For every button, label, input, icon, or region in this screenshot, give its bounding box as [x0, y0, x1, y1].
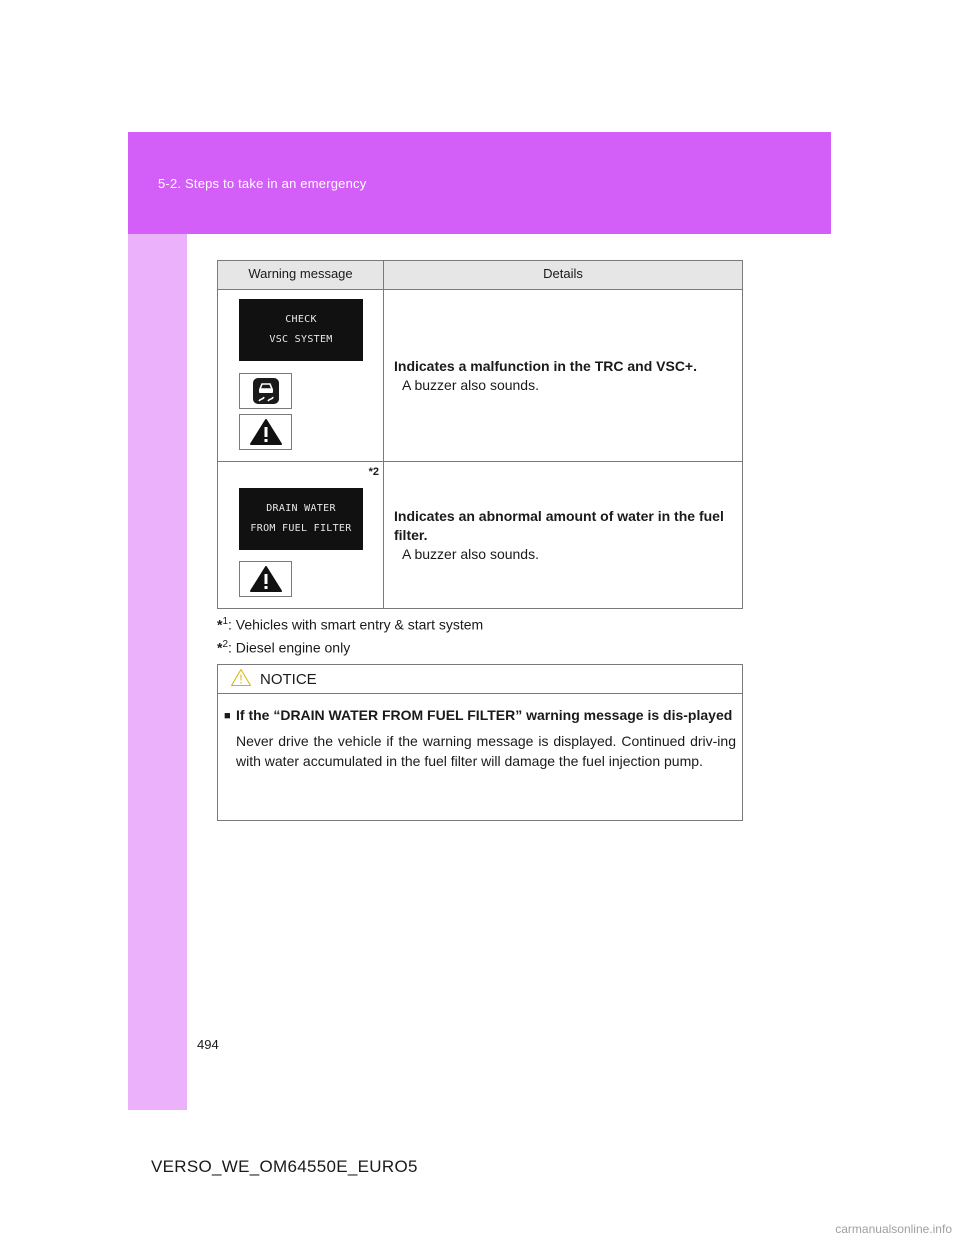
- table-header-row: [218, 261, 742, 290]
- footnote-text: : Diesel engine only: [228, 639, 351, 656]
- table-row: [218, 462, 742, 608]
- display-message-check-vsc: [239, 299, 363, 361]
- column-header-warning-message: Warning message: [218, 261, 384, 289]
- footnote-number: 1: [222, 616, 229, 627]
- column-header-details: Details: [543, 266, 583, 281]
- bullet-square: ■: [224, 710, 231, 722]
- warning-message-cell: [218, 290, 384, 461]
- details-cell: [384, 462, 742, 608]
- page-number: 494: [197, 1037, 219, 1052]
- notice-box: [217, 664, 743, 821]
- details-cell: [384, 290, 742, 461]
- display-line: DRAIN WATER: [266, 503, 336, 514]
- display-line: VSC SYSTEM: [269, 334, 333, 345]
- notice-header: [218, 665, 742, 694]
- side-band: [128, 234, 187, 1110]
- footnotes: [217, 612, 483, 657]
- details-bold-text: Indicates an abnormal amount of water in the fuel filter.: [394, 507, 724, 543]
- footnote-number: 2: [222, 638, 229, 650]
- footnote-1: [217, 612, 483, 635]
- warning-message-table: [217, 260, 743, 609]
- display-line: CHECK: [285, 314, 317, 325]
- master-warning-icon: [239, 561, 292, 597]
- footnote-star: *: [217, 616, 223, 633]
- document-code: VERSO_WE_OM64550E_EURO5: [151, 1157, 418, 1176]
- watermark: carmanualsonline.info: [835, 1222, 952, 1236]
- footnote-2: [217, 635, 483, 658]
- notice-body: [218, 694, 742, 771]
- notice-heading-text: If the “DRAIN WATER FROM FUEL FILTER” warning message is dis-played: [236, 707, 733, 723]
- footnote-text: : Vehicles with smart entry & start system: [228, 616, 484, 633]
- section-title: 5-2. Steps to take in an emergency: [158, 176, 367, 191]
- footnote-star: *: [217, 639, 223, 656]
- master-warning-icon: [239, 414, 292, 450]
- warning-message-cell: [218, 462, 384, 608]
- details-text: A buzzer also sounds.: [402, 545, 539, 562]
- skid-indicator-icon: [239, 373, 292, 409]
- notice-paragraph: Never drive the vehicle if the warning message is displayed. Continued driv-ing with water accumulated in the fuel filter will damage the fuel injection pump.: [236, 733, 736, 769]
- details-bold-text: Indicates a malfunction in the TRC and VSC+.: [394, 357, 697, 374]
- section-header-band: [128, 132, 831, 234]
- display-line: FROM FUEL FILTER: [250, 523, 352, 534]
- notice-heading: [224, 705, 736, 726]
- table-row: [218, 290, 742, 462]
- caution-triangle-icon: [230, 668, 252, 691]
- details-text: A buzzer also sounds.: [402, 376, 539, 393]
- display-message-drain-water: [239, 488, 363, 550]
- footnote-ref: *2: [368, 466, 379, 478]
- notice-title: NOTICE: [260, 670, 317, 688]
